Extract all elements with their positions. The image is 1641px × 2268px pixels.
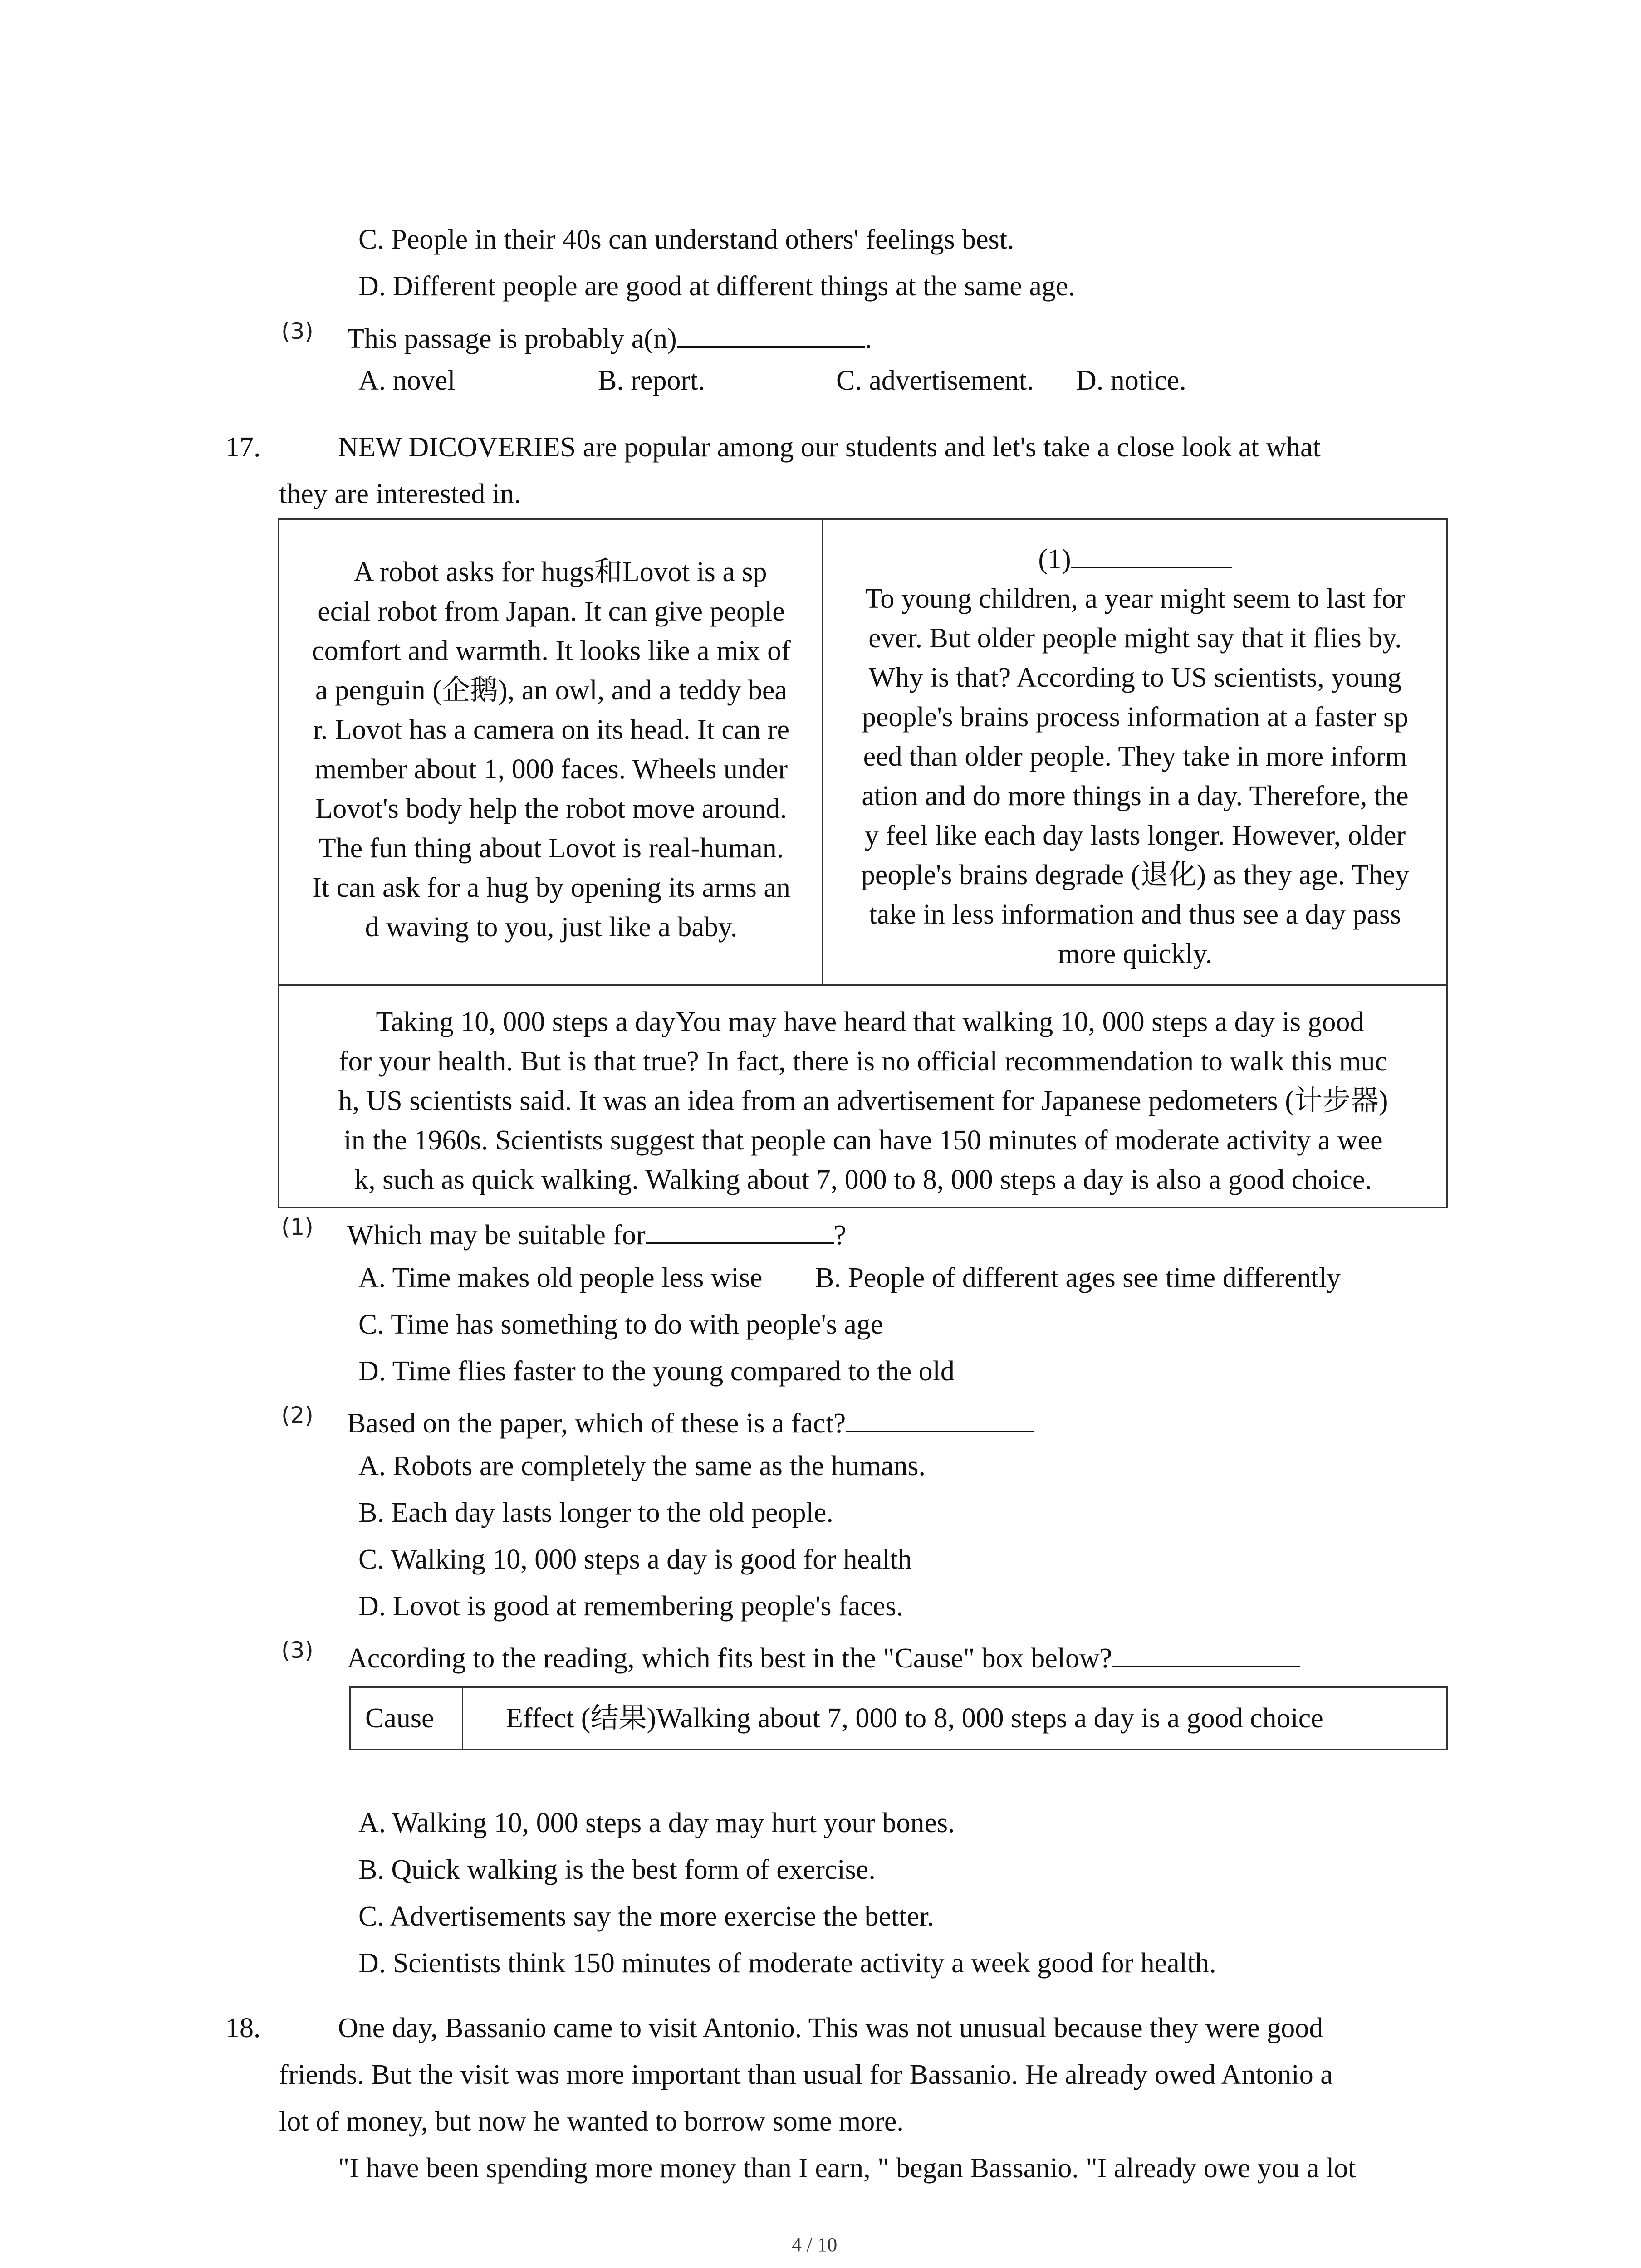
- passage-line: ecial robot from Japan. It can give people: [318, 596, 785, 627]
- passage-line: y feel like each day lasts longer. However, older: [864, 820, 1406, 851]
- option-c: C. Walking 10, 000 steps a day is good for health: [358, 1544, 912, 1575]
- passage-line: a penguin (企鹅), an owl, and a teddy bea: [315, 675, 787, 706]
- question-number-17: 17.: [225, 432, 261, 463]
- passage-line: Lovot's body help the robot move around.: [315, 793, 787, 824]
- option-a: A. novel: [358, 365, 456, 396]
- passage-line: h, US scientists said. It was an idea from an advertisement for Japanese pedometers (计步器): [338, 1085, 1388, 1116]
- option-a: A. Robots are completely the same as the humans.: [358, 1451, 926, 1481]
- passage-line: r. Lovot has a camera on its head. It can re: [313, 714, 790, 745]
- passage-line: people's brains degrade (退化) as they age. They: [861, 860, 1410, 890]
- passage-line: k, such as quick walking. Walking about 7, 000 to 8, 000 steps a day is also a good choice.: [354, 1164, 1372, 1195]
- answer-blank[interactable]: [677, 321, 865, 348]
- option-d: D. Lovot is good at remembering people's faces.: [358, 1591, 903, 1622]
- question-number: (1): [281, 1214, 314, 1240]
- option-c: C. Time has something to do with people's age: [358, 1309, 883, 1340]
- passage-line: comfort and warmth. It looks like a mix of: [312, 635, 791, 666]
- option-d: D. Scientists think 150 minutes of moderate activity a week good for health.: [358, 1948, 1216, 1979]
- option-c: C. Advertisements say the more exercise the better.: [358, 1901, 934, 1932]
- question-number: (2): [281, 1402, 314, 1428]
- question-prompt: Based on the paper, which of these is a fact?: [347, 1408, 846, 1439]
- question-end: ?: [833, 1220, 847, 1251]
- passage-time: [826, 540, 1445, 974]
- passage-line: The fun thing about Lovot is real-human.: [318, 833, 784, 864]
- passage-line: more quickly.: [1058, 938, 1213, 969]
- cause-effect-divider: [462, 1686, 463, 1750]
- answer-blank[interactable]: [1112, 1640, 1300, 1667]
- option-a: A. Walking 10, 000 steps a day may hurt your bones.: [358, 1808, 955, 1838]
- q18-line: friends. But the visit was more important than usual for Bassanio. He already owed Antonio a: [279, 2059, 1333, 2090]
- question-end: .: [865, 323, 872, 354]
- question-number-18: 18.: [225, 2013, 261, 2043]
- q18-line: lot of money, but now he wanted to borrow some more.: [279, 2106, 904, 2137]
- passage-steps: [284, 1002, 1443, 1200]
- option-c-line: C. People in their 40s can understand others' feelings best.: [358, 224, 1014, 255]
- option-b: B. Quick walking is the best form of exercise.: [358, 1854, 876, 1885]
- question-number: (3): [281, 318, 314, 344]
- title-blank[interactable]: [1071, 541, 1232, 568]
- passage-line: It can ask for a hug by opening its arms an: [312, 872, 790, 903]
- passage-line: Why is that? According to US scientists, young: [868, 662, 1402, 693]
- passage-divider-vertical: [822, 518, 823, 985]
- option-d-line: D. Different people are good at different things at the same age.: [358, 271, 1075, 302]
- cause-cell: Cause: [365, 1703, 434, 1734]
- passage-line: people's brains process information at a faster sp: [862, 702, 1409, 733]
- passage-line: take in less information and thus see a day pass: [869, 899, 1401, 930]
- question-number: (3): [281, 1637, 314, 1663]
- option-c: C. advertisement.: [836, 365, 1034, 396]
- option-b: B. People of different ages see time differently: [815, 1262, 1341, 1293]
- blank-number: (1): [1038, 544, 1071, 575]
- passage-line: for your health. But is that true? In fact, there is no official recommendation to walk this muc: [338, 1046, 1388, 1077]
- question-prompt: This passage is probably a(n): [347, 323, 677, 354]
- passage-line: To young children, a year might seem to last for: [865, 583, 1406, 614]
- question-prompt: Which may be suitable for: [347, 1220, 646, 1251]
- passage-line: d waving to you, just like a baby.: [365, 912, 738, 943]
- passage-line: member about 1, 000 faces. Wheels under: [314, 754, 788, 785]
- q18-line: "I have been spending more money than I earn, " began Bassanio. "I already owe you a lot: [338, 2153, 1356, 2184]
- effect-cell: Effect (结果)Walking about 7, 000 to 8, 000 steps a day is a good choice: [506, 1703, 1323, 1734]
- question-text: [347, 1405, 1034, 1437]
- passage-line: ation and do more things in a day. Therefore, the: [862, 781, 1409, 811]
- option-d: D. Time flies faster to the young compared to the old: [358, 1356, 955, 1387]
- option-b: B. Each day lasts longer to the old people.: [358, 1497, 833, 1528]
- passage-line: Taking 10, 000 steps a dayYou may have heard that walking 10, 000 steps a day is good: [376, 1007, 1364, 1037]
- option-b: B. report.: [598, 365, 705, 396]
- passage-divider-horizontal: [278, 984, 1448, 986]
- passage-line: in the 1960s. Scientists suggest that people can have 150 minutes of moderate activity a wee: [343, 1125, 1383, 1156]
- passage-title-line: [826, 540, 1445, 579]
- q17-intro-line2: they are interested in.: [279, 479, 521, 509]
- passage-line: A robot asks for hugs和Lovot is a sp: [353, 557, 767, 587]
- question-prompt: According to the reading, which fits best in the "Cause" box below?: [347, 1643, 1112, 1674]
- option-d: D. notice.: [1076, 365, 1186, 396]
- answer-blank[interactable]: [646, 1217, 834, 1244]
- option-a: A. Time makes old people less wise: [358, 1262, 763, 1293]
- passage-line: ever. But older people might say that it flies by.: [868, 623, 1402, 654]
- q17-intro-line1: NEW DICOVERIES are popular among our students and let's take a close look at what: [338, 432, 1321, 463]
- passage-robot: [284, 552, 819, 947]
- passage-line: eed than older people. They take in more inform: [863, 741, 1407, 772]
- page-number: 4 / 10: [792, 2234, 838, 2256]
- question-text: [347, 1217, 846, 1249]
- q18-line: One day, Bassanio came to visit Antonio. This was not unusual because they were good: [338, 2013, 1323, 2043]
- answer-blank[interactable]: [846, 1405, 1034, 1432]
- question-text: [347, 1640, 1300, 1672]
- question-text: [347, 321, 872, 353]
